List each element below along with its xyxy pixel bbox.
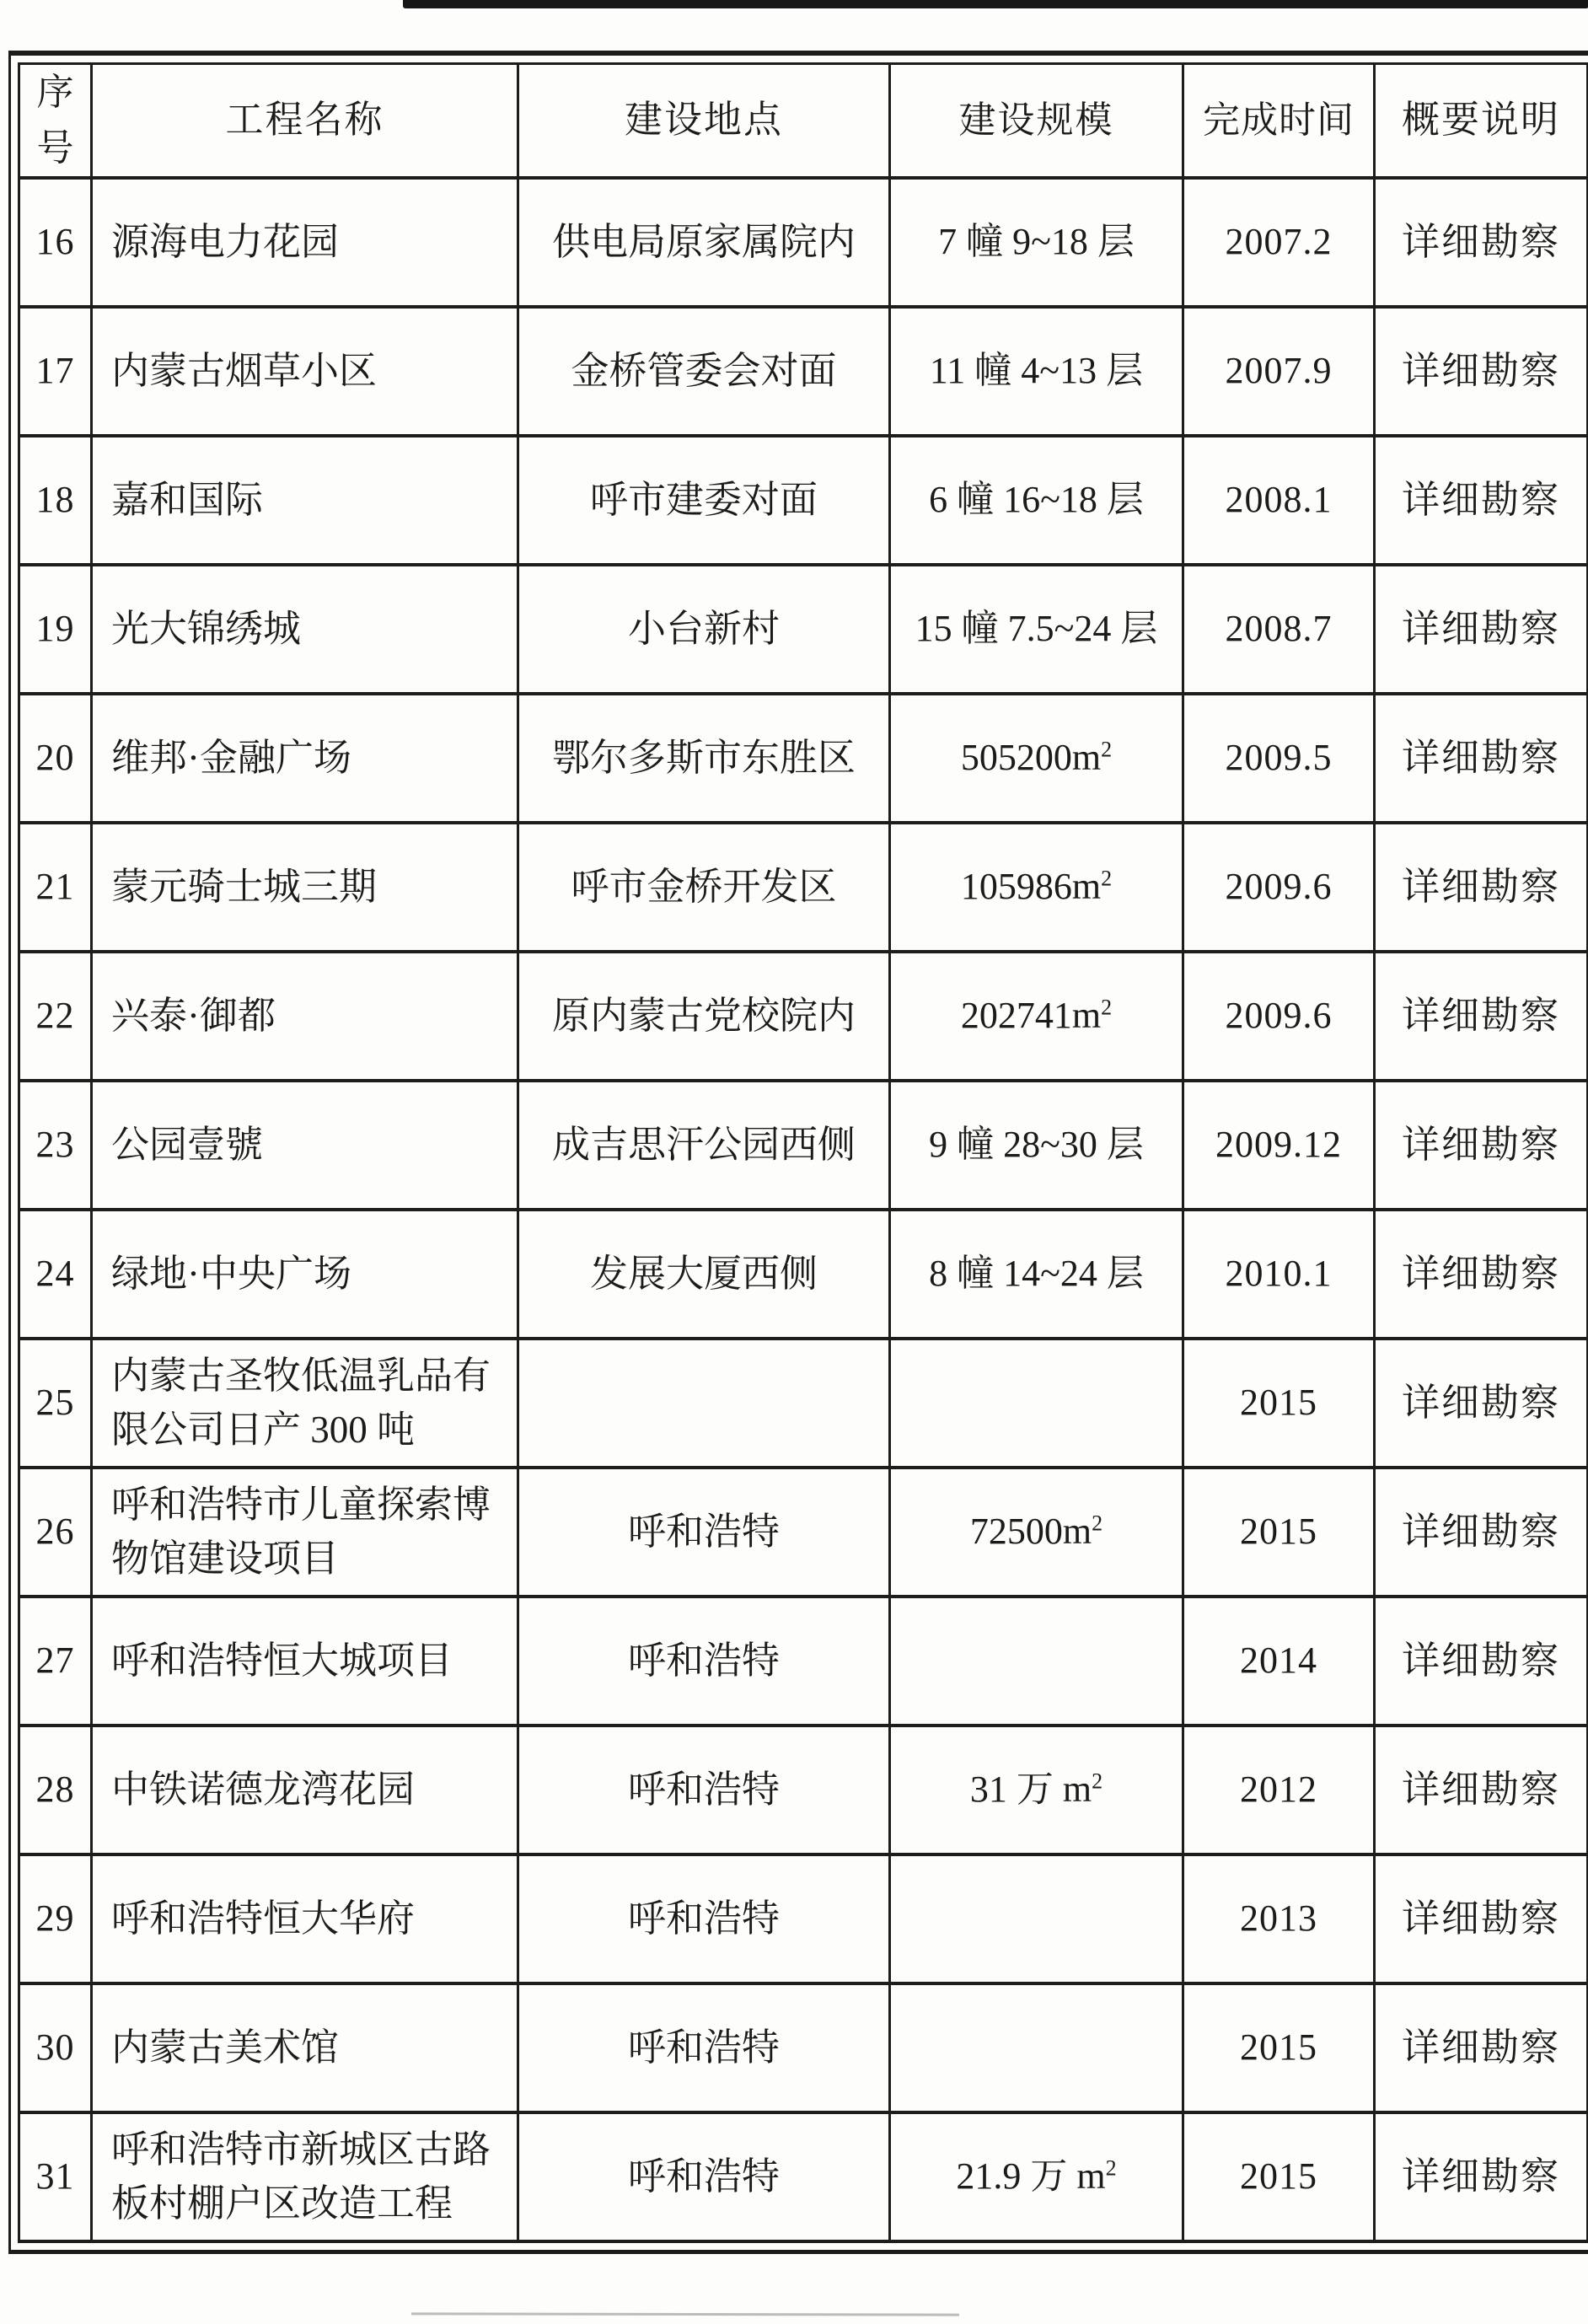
scale-value: 105986m <box>960 866 1102 908</box>
col-header-location: 建设地点 <box>518 64 890 179</box>
cell-summary: 详细勘察 <box>1375 178 1588 307</box>
cell-seq-no: 20 <box>19 694 92 823</box>
scan-edge-artifact-bottom <box>411 2312 959 2316</box>
cell-summary: 详细勘察 <box>1375 1210 1588 1339</box>
cell-project-name <box>92 307 518 436</box>
cell-seq-no: 22 <box>19 952 92 1081</box>
cell-location: 供电局原家属院内 <box>518 178 890 307</box>
cell-summary: 详细勘察 <box>1375 694 1588 823</box>
cell-scale <box>890 436 1183 565</box>
table-row <box>19 823 1588 952</box>
table-row <box>19 1468 1588 1597</box>
cell-location <box>518 1339 890 1468</box>
cell-scale <box>890 1210 1183 1339</box>
col-header-seq-no: 序号 <box>19 64 92 179</box>
cell-project-name <box>92 178 518 307</box>
cell-location: 成吉思汗公园西侧 <box>518 1081 890 1210</box>
project-name-text: 呼和浩特恒大城项目 <box>111 1639 453 1682</box>
cell-completion-time: 2013 <box>1183 1854 1375 1983</box>
cell-seq-no: 21 <box>19 823 92 952</box>
cell-completion-time: 2009.6 <box>1183 952 1375 1081</box>
scale-value: 21.9 万 m <box>956 2155 1106 2198</box>
cell-scale <box>890 823 1183 952</box>
cell-project-name <box>92 1726 518 1854</box>
cell-project-name <box>92 1854 518 1983</box>
cell-project-name <box>92 2112 518 2241</box>
cell-scale <box>890 1726 1183 1854</box>
cell-seq-no: 30 <box>19 1983 92 2112</box>
scale-value: 505200m <box>960 737 1102 779</box>
cell-seq-no: 24 <box>19 1210 92 1339</box>
project-name-text: 中铁诺德龙湾花园 <box>111 1768 416 1811</box>
table-row <box>19 565 1588 694</box>
cell-scale <box>890 1597 1183 1726</box>
cell-project-name <box>92 1081 518 1210</box>
cell-location: 小台新村 <box>518 565 890 694</box>
cell-seq-no: 17 <box>19 307 92 436</box>
project-name-text: 呼和浩特市儿童探索博物馆建设项目 <box>111 1483 491 1580</box>
project-name-text: 呼和浩特市新城区古路板村棚户区改造工程 <box>111 2128 491 2225</box>
cell-project-name <box>92 1597 518 1726</box>
cell-summary: 详细勘察 <box>1375 2112 1588 2241</box>
cell-completion-time: 2007.9 <box>1183 307 1375 436</box>
scale-value: 9 幢 28~30 层 <box>929 1124 1144 1166</box>
cell-project-name <box>92 565 518 694</box>
scale-superscript: 2 <box>1101 866 1113 891</box>
cell-scale <box>890 1339 1183 1468</box>
scale-value: 11 幢 4~13 层 <box>929 350 1144 392</box>
project-name-text: 维邦·金融广场 <box>111 736 351 779</box>
table-row <box>19 2112 1588 2241</box>
cell-project-name <box>92 1210 518 1339</box>
cell-location: 呼和浩特 <box>518 1854 890 1983</box>
scale-value: 72500m <box>969 1511 1092 1553</box>
col-header-summary: 概要说明 <box>1375 64 1588 179</box>
cell-completion-time: 2009.6 <box>1183 823 1375 952</box>
cell-location: 鄂尔多斯市东胜区 <box>518 694 890 823</box>
scale-superscript: 2 <box>1101 995 1113 1020</box>
cell-project-name <box>92 694 518 823</box>
scale-value: 31 万 m <box>969 1768 1092 1811</box>
table-row <box>19 952 1588 1081</box>
cell-project-name <box>92 1468 518 1597</box>
scan-edge-artifact <box>403 0 1588 8</box>
scale-superscript: 2 <box>1092 1768 1103 1794</box>
table-row <box>19 1597 1588 1726</box>
col-header-scale: 建设规模 <box>890 64 1183 179</box>
cell-seq-no: 31 <box>19 2112 92 2241</box>
cell-scale <box>890 2112 1183 2241</box>
cell-summary: 详细勘察 <box>1375 1597 1588 1726</box>
projects-table-border <box>8 51 1588 2254</box>
cell-seq-no: 23 <box>19 1081 92 1210</box>
cell-scale <box>890 952 1183 1081</box>
project-name-text: 兴泰·御都 <box>111 994 276 1037</box>
table-row <box>19 1854 1588 1983</box>
cell-summary: 详细勘察 <box>1375 1726 1588 1854</box>
cell-summary: 详细勘察 <box>1375 307 1588 436</box>
cell-project-name <box>92 1339 518 1468</box>
scale-value: 8 幢 14~24 层 <box>929 1253 1144 1295</box>
cell-seq-no: 28 <box>19 1726 92 1854</box>
cell-summary: 详细勘察 <box>1375 1854 1588 1983</box>
table-row <box>19 436 1588 565</box>
table-row <box>19 1726 1588 1854</box>
project-name-text: 源海电力花园 <box>111 220 340 263</box>
cell-summary: 详细勘察 <box>1375 436 1588 565</box>
project-name-text: 内蒙古烟草小区 <box>111 349 378 392</box>
project-name-text: 蒙元骑士城三期 <box>111 865 378 908</box>
scale-value: 15 幢 7.5~24 层 <box>915 608 1158 650</box>
cell-location: 呼和浩特 <box>518 2112 890 2241</box>
scale-value: 6 幢 16~18 层 <box>929 479 1144 521</box>
cell-completion-time: 2015 <box>1183 1339 1375 1468</box>
cell-project-name <box>92 1983 518 2112</box>
table-row <box>19 1210 1588 1339</box>
cell-scale <box>890 694 1183 823</box>
cell-completion-time: 2012 <box>1183 1726 1375 1854</box>
cell-completion-time: 2015 <box>1183 1983 1375 2112</box>
header-row <box>19 64 1588 179</box>
cell-completion-time: 2015 <box>1183 2112 1375 2241</box>
cell-completion-time: 2015 <box>1183 1468 1375 1597</box>
cell-location: 原内蒙古党校院内 <box>518 952 890 1081</box>
cell-scale <box>890 565 1183 694</box>
cell-scale <box>890 1468 1183 1597</box>
project-name-text: 内蒙古美术馆 <box>111 2026 340 2069</box>
cell-seq-no: 29 <box>19 1854 92 1983</box>
cell-location: 呼和浩特 <box>518 1597 890 1726</box>
cell-scale <box>890 1081 1183 1210</box>
cell-completion-time: 2009.5 <box>1183 694 1375 823</box>
table-row <box>19 1339 1588 1468</box>
cell-summary: 详细勘察 <box>1375 1983 1588 2112</box>
cell-completion-time: 2007.2 <box>1183 178 1375 307</box>
cell-seq-no: 16 <box>19 178 92 307</box>
cell-scale <box>890 1983 1183 2112</box>
cell-summary: 详细勘察 <box>1375 952 1588 1081</box>
cell-location: 呼市金桥开发区 <box>518 823 890 952</box>
cell-seq-no: 27 <box>19 1597 92 1726</box>
cell-location: 呼和浩特 <box>518 1983 890 2112</box>
scale-value: 7 幢 9~18 层 <box>938 221 1135 263</box>
col-header-name: 工程名称 <box>92 64 518 179</box>
col-header-time: 完成时间 <box>1183 64 1375 179</box>
table-row <box>19 694 1588 823</box>
project-name-text: 呼和浩特恒大华府 <box>111 1897 416 1940</box>
cell-location: 发展大厦西侧 <box>518 1210 890 1339</box>
cell-completion-time: 2010.1 <box>1183 1210 1375 1339</box>
scale-superscript: 2 <box>1105 2155 1117 2181</box>
cell-location: 呼市建委对面 <box>518 436 890 565</box>
cell-scale <box>890 178 1183 307</box>
table-row <box>19 178 1588 307</box>
project-name-text: 绿地·中央广场 <box>111 1252 351 1295</box>
cell-location: 呼和浩特 <box>518 1468 890 1597</box>
projects-table <box>18 62 1588 2243</box>
cell-completion-time: 2008.7 <box>1183 565 1375 694</box>
cell-summary: 详细勘察 <box>1375 1081 1588 1210</box>
project-name-text: 公园壹號 <box>111 1123 264 1166</box>
cell-completion-time: 2009.12 <box>1183 1081 1375 1210</box>
scale-superscript: 2 <box>1092 1511 1103 1536</box>
cell-project-name <box>92 823 518 952</box>
cell-location: 金桥管委会对面 <box>518 307 890 436</box>
cell-seq-no: 18 <box>19 436 92 565</box>
cell-seq-no: 25 <box>19 1339 92 1468</box>
scale-superscript: 2 <box>1101 737 1113 762</box>
cell-location: 呼和浩特 <box>518 1726 890 1854</box>
project-name-text: 嘉和国际 <box>111 478 264 521</box>
cell-seq-no: 19 <box>19 565 92 694</box>
scale-value: 202741m <box>960 995 1102 1037</box>
cell-scale <box>890 307 1183 436</box>
cell-summary: 详细勘察 <box>1375 1468 1588 1597</box>
project-name-text: 光大锦绣城 <box>111 607 302 650</box>
table-row <box>19 307 1588 436</box>
cell-seq-no: 26 <box>19 1468 92 1597</box>
cell-project-name <box>92 952 518 1081</box>
cell-completion-time: 2014 <box>1183 1597 1375 1726</box>
cell-project-name <box>92 436 518 565</box>
table-row <box>19 1081 1588 1210</box>
project-name-text: 内蒙古圣牧低温乳品有限公司日产 300 吨 <box>111 1354 491 1451</box>
cell-summary: 详细勘察 <box>1375 823 1588 952</box>
cell-scale <box>890 1854 1183 1983</box>
cell-completion-time: 2008.1 <box>1183 436 1375 565</box>
cell-summary: 详细勘察 <box>1375 1339 1588 1468</box>
cell-summary: 详细勘察 <box>1375 565 1588 694</box>
table-row <box>19 1983 1588 2112</box>
